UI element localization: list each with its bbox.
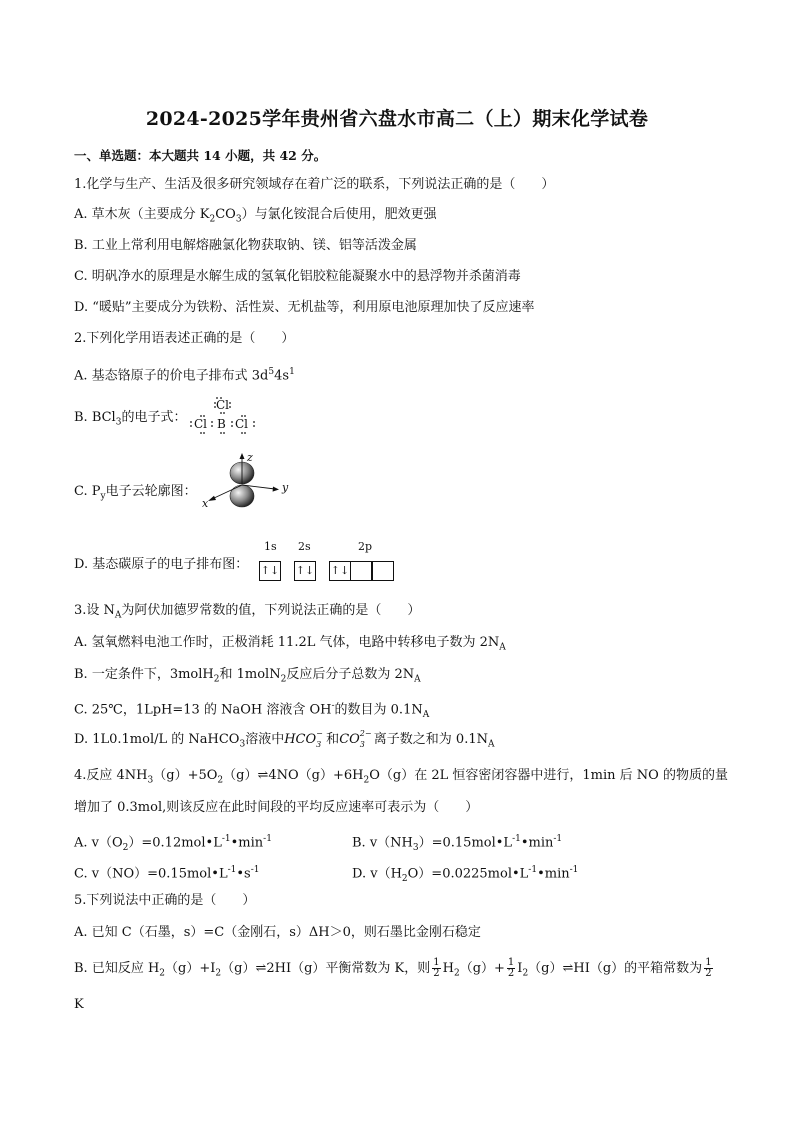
label-2s: 2s xyxy=(298,540,311,553)
q4-option-d: D. $v(H_2O)=0.0225mol•L^{-1}•\min^{-1}$ xyxy=(352,865,579,884)
q3-option-c: C. 25℃，1LpH=13 的 NaOH 溶液含 OH-的数目为 $0.1N_A$ xyxy=(74,701,430,720)
fraction-half-1: $\frac{1}{2}$ xyxy=(433,957,440,979)
axis-x-label: x xyxy=(202,497,209,510)
lewis-cl-top: Cl xyxy=(216,398,230,412)
co3-ion: CO 2− 3 xyxy=(339,729,372,749)
exam-title: 2024-2025学年贵州省六盘水市高二（上）期末化学试卷 xyxy=(145,108,649,130)
q2-stem: 2.下列化学用语表述正确的是（ ） xyxy=(74,331,295,346)
q2-option-c: C. $P_y$电子云轮廓图： xyxy=(74,484,197,502)
q3-option-b: B. 一定条件下，3molH$_2$和 1molN$_2$反应后分子总数为 $2N_A$ xyxy=(74,667,421,685)
box-2p-2 xyxy=(350,561,372,581)
q5-stem: 5.下列说法中正确的是（ ） xyxy=(74,893,256,908)
q5-option-b-continued: K xyxy=(74,997,84,1012)
q4-stem-line2: 增加了 0.3mol,则该反应在此时间段的平均反应速率可表示为（ ） xyxy=(74,800,479,815)
box-2p-3 xyxy=(372,561,394,581)
fraction-half-3: $\frac{1}{2}$ xyxy=(705,957,712,979)
q4-option-c: C. $v(NO)=0.15mol•L^{-1}•s^{-1}$ xyxy=(74,865,260,882)
box-1s: ↑↓ xyxy=(259,561,281,581)
q3-option-a: A. 氢氧燃料电池工作时，正极消耗 11.2L 气体，电路中转移电子数为 $2N_A$ xyxy=(74,635,506,653)
section-heading: 一、单选题：本大题共 14 小题，共 42 分。 xyxy=(74,148,327,163)
q4-stem-line1: 4.反应 $4NH_3(g)+5O_2(g)\rightleftharpoons 4NO(g)+6H_2O(g)$在 2L 恒容密闭容器中进行，1min 后 NO 的物质的量 xyxy=(74,768,728,786)
label-1s: 1s xyxy=(264,540,277,553)
axis-z-label: z xyxy=(247,451,253,464)
hco3-ion: HCO − 3 xyxy=(284,729,323,749)
box-2p-1: ↑↓ xyxy=(329,561,351,581)
py-orbital-diagram xyxy=(200,452,300,517)
lewis-b-center: B xyxy=(217,417,226,431)
label-2p: 2p xyxy=(358,540,373,553)
bcl3-lewis-structure xyxy=(188,395,258,439)
q1-stem: 1.化学与生产、生活及很多研究领域存在着广泛的联系，下列说法正确的是（ ） xyxy=(74,177,555,192)
q2-option-b: B. BCl$_3$的电子式： xyxy=(74,410,187,428)
carbon-orbital-diagram xyxy=(256,540,416,585)
q4-option-b: B. $v(NH_3)=0.15mol•L^{-1}•\min^{-1}$ xyxy=(352,834,563,853)
axis-y-label: y xyxy=(282,481,289,494)
q5-option-a: A. 已知 C（石墨，s）=C（金刚石，s）ΔH＞0，则石墨比金刚石稳定 xyxy=(74,925,481,940)
lewis-cl-right: Cl xyxy=(235,417,249,431)
q1-option-d: D. “暖贴”主要成分为铁粉、活性炭、无机盐等，利用原电池原理加快了反应速率 xyxy=(74,300,535,315)
q4-option-a: A. $v(O_2)=0.12mol•L^{-1}•\min^{-1}$ xyxy=(74,834,272,853)
q1-option-c: C. 明矾净水的原理是水解生成的氢氧化铝胶粒能凝聚水中的悬浮物并杀菌消毒 xyxy=(74,269,521,284)
q2-option-d: D. 基态碳原子的电子排布图： xyxy=(74,557,249,572)
fraction-half-2: $\frac{1}{2}$ xyxy=(507,957,515,979)
q3-stem: 3.设 $N_A$为阿伏加德罗常数的值，下列说法正确的是（ ） xyxy=(74,603,421,621)
q5-option-b: B. 已知反应 $H_2(g)+I_2(g)\rightleftharpoons 2HI(g)$平衡常数为 K，则 $\frac{1}{2}$ $H_2(g)+$ $\frac{1}{2}$ $I_2(g)\rightleftharpoons HI(g)$的平箱常数为 $\frac{1}{2}$ xyxy=(74,957,712,979)
q1-option-b: B. 工业上常利用电解熔融氯化物获取钠、镁、铝等活泼金属 xyxy=(74,238,417,253)
q3-option-d: D. 1L0.1mol/L 的 NaHCO$_3$溶液中HCO − 3 和CO 2− 3 离子数之和为 $0.1N_A$ xyxy=(74,729,495,750)
q1-option-a: A. 草木灰（主要成分 $K_2CO_3$）与氯化铵混合后使用，肥效更强 xyxy=(74,207,437,225)
box-2s: ↑↓ xyxy=(294,561,316,581)
q2-option-a: A. 基态铬原子的价电子排布式 $3d^54s^1$ xyxy=(74,367,295,384)
lewis-cl-left: Cl xyxy=(194,417,208,431)
